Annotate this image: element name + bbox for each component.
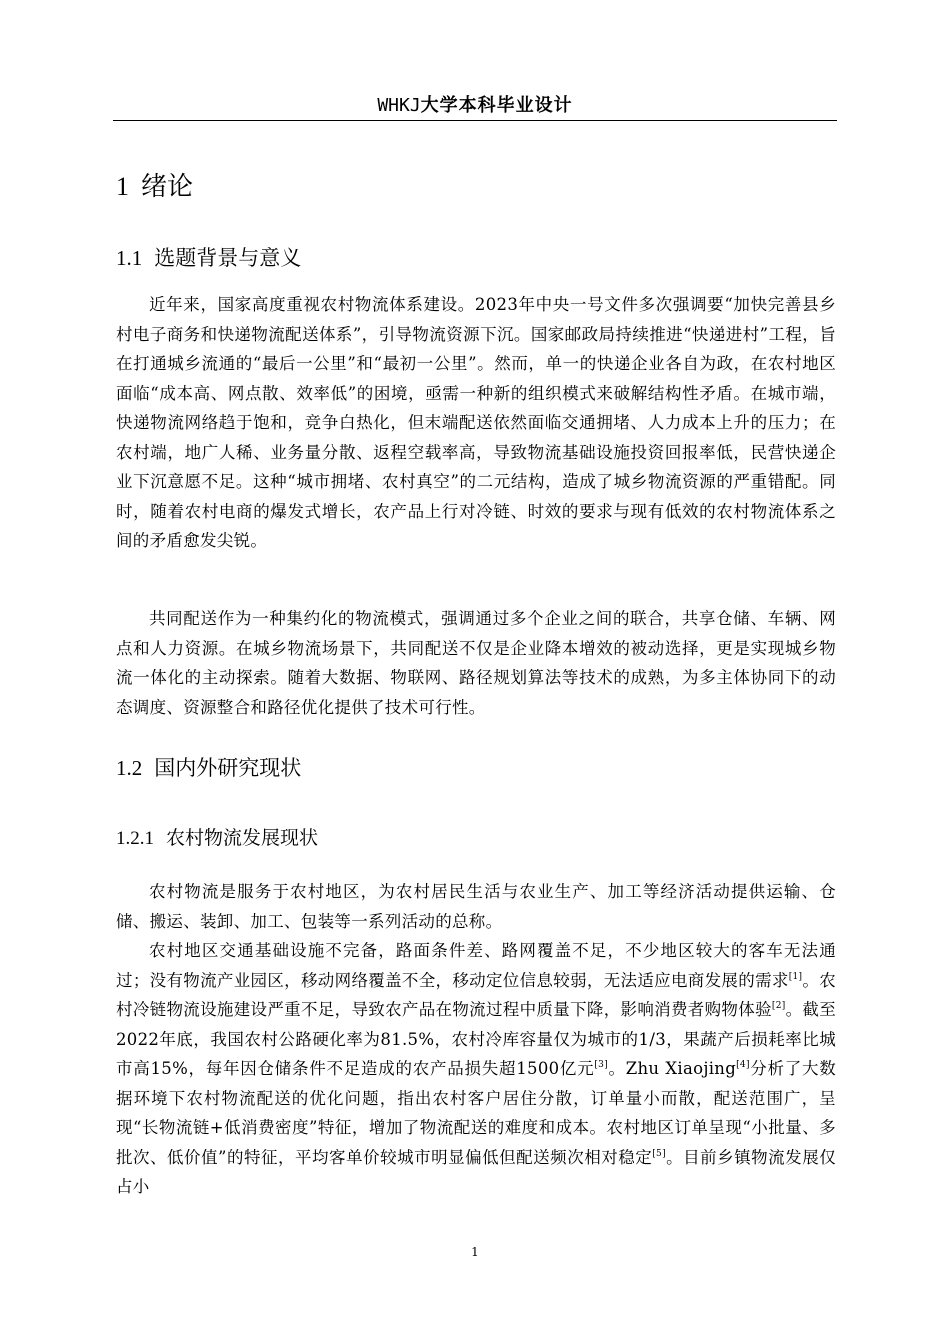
text-run: 分析了大数据环境下农村物流配送的优化问题，指出农村客户居住分散，订单量小而散，配送范围广，呈现“长物流链+低消费密度”特征，增加了物流配送的难度和成本。农村地区订单呈现“小批量、多批次、低价值”的特征，平均客单价较城市明显偏低但配送频次相对稳定 (116, 1059, 837, 1167)
section-number: 1.2 (116, 756, 143, 780)
subsection-heading-1-2-1 (116, 823, 318, 854)
header-latin-text: WHKJ (377, 95, 421, 116)
citation-3: [3] (594, 1060, 609, 1070)
subsection-number: 1.2.1 (116, 828, 154, 849)
section-number: 1.1 (116, 246, 143, 270)
page-number: 1 (471, 1245, 479, 1259)
paragraph-rural-logistics-definition: 农村物流是服务于农村地区，为农村居民生活与农业生产、加工等经济活动提供运输、仓储、搬运、装卸、加工、包装等一系列活动的总称。 (116, 882, 836, 931)
text-run: 。农村冷链物流设施建设严重不足，导致农产品在物流过程中质量下降，影响消费者购物体验 (116, 970, 836, 1019)
section-title: 国内外研究现状 (154, 756, 302, 780)
paragraph-rural-logistics-status (116, 936, 836, 1202)
chapter-title: 绪论 (141, 172, 194, 202)
text-run: 。截至2022年底，我国农村公路硬化率为81.5%，农村冷库容量仅为城市的1/3，果蔬产后损耗率比城市高15%，每年因仓储条件不足造成的农产品损失超1500亿元 (116, 1000, 836, 1078)
text-run: 农村地区交通基础设施不完备，路面条件差、路网覆盖不足，不少地区较大的客车无法通过；没有物流产业园区，移动网络覆盖不全，移动定位信息较弱，无法适应电商发展的需求 (116, 941, 836, 990)
chapter-heading (116, 168, 193, 206)
text-run: 。Zhu Xiaojing (608, 1059, 737, 1078)
citation-5: [5] (652, 1148, 666, 1159)
section-title: 选题背景与意义 (154, 246, 302, 270)
paragraph-joint-distribution: 共同配送作为一种集约化的物流模式，强调通过多个企业之间的联合，共享仓储、车辆、网点和人力资源。在城乡物流场景下，共同配送不仅是企业降本增效的被动选择，更是实现城乡物流一体化的主动探索。随着大数据、物联网、路径规划算法等技术的成熟，为多主体协同下的动态调度、资源整合和路径优化提供了技术可行性。 (116, 609, 836, 717)
section-heading-1-2 (116, 752, 301, 784)
header-rule (113, 120, 837, 121)
section-heading-1-1 (116, 242, 301, 274)
chapter-number: 1 (116, 172, 129, 201)
running-header (113, 92, 837, 120)
citation-1: [1] (788, 971, 803, 982)
paragraph-background: 近年来，国家高度重视农村物流体系建设。2023年中央一号文件多次强调要“加快完善县乡村电子商务和快递物流配送体系”，引导物流资源下沉。国家邮政局持续推进“快递进村”工程，旨在打通城乡流通的“最后一公里”和“最初一公里”。然而，单一的快递企业各自为政，在农村地区面临“成本高、网点散、效率低”的困境，亟需一种新的组织模式来破解结构性矛盾。在城市端，快递物流网络趋于饱和，竞争白热化，但末端配送依然面临交通拥堵、人力成本上升的压力；在农村端，地广人稀、业务量分散、返程空载率高，导致物流基础设施投资回报率低，民营快递企业下沉意愿不足。这种“城市拥堵、农村真空”的二元结构，造成了城乡物流资源的严重错配。同时，随着农村电商的爆发式增长，农产品上行对冷链、时效的要求与现有低效的农村物流体系之间的矛盾愈发尖锐。 (116, 295, 836, 550)
subsection-title: 农村物流发展现状 (166, 827, 319, 849)
text-run: 。目前乡镇物流发展仅占小 (116, 1147, 837, 1196)
citation-2: [2] (771, 1001, 786, 1011)
citation-4: [4] (736, 1060, 750, 1070)
header-title: 大学本科毕业设计 (420, 95, 573, 116)
